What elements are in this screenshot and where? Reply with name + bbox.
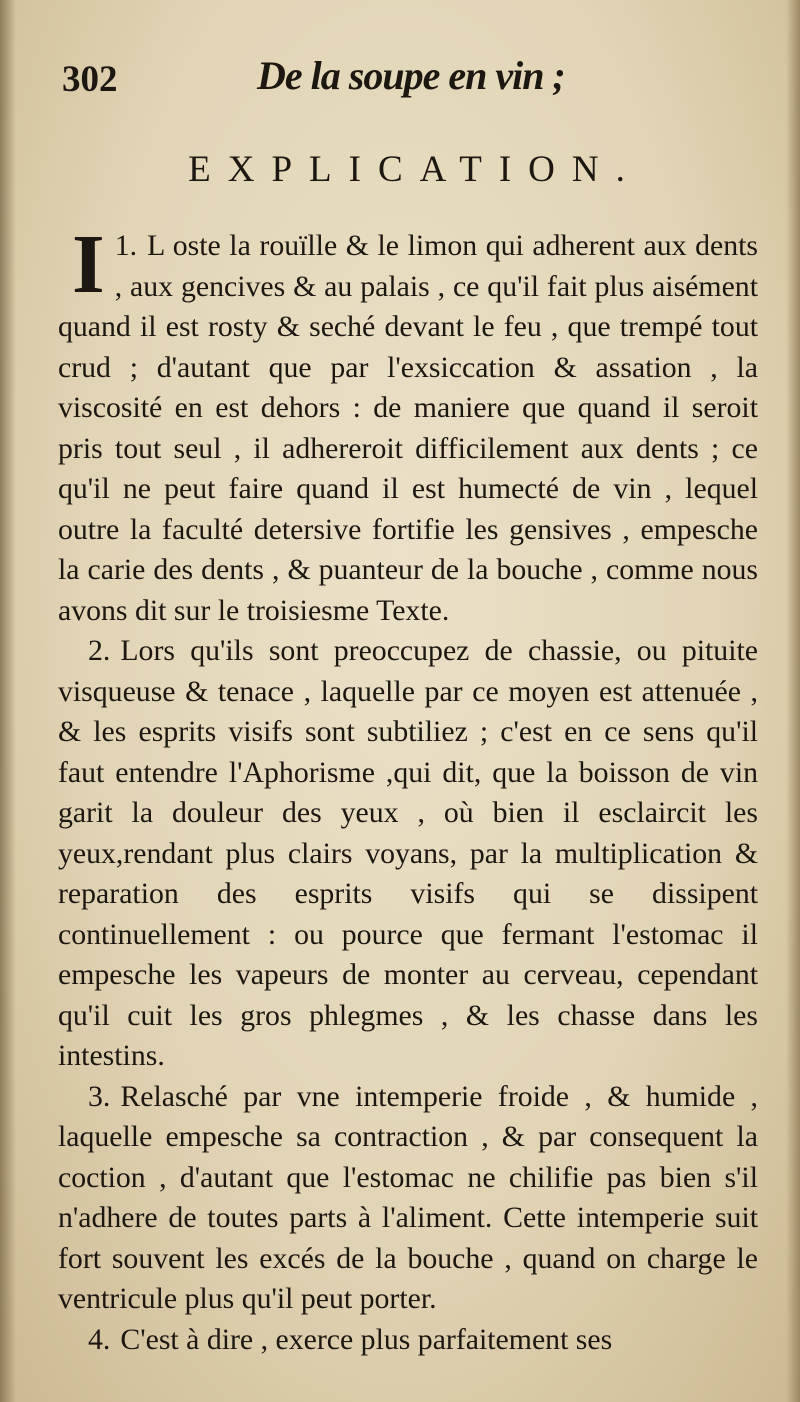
page-edge-left — [0, 0, 16, 1402]
page-edge-right — [786, 0, 800, 1402]
paragraph-text: C'est à dire , exerce plus parfaitement ses — [120, 1322, 613, 1356]
paragraph-1 — [58, 218, 758, 631]
paragraph-number: 2. — [88, 634, 111, 667]
paragraph-2 — [58, 631, 758, 1077]
page-number: 302 — [62, 59, 118, 100]
running-title: De la soupe en vin ; — [257, 53, 565, 98]
paragraph-text: L oste la rouïlle & le limon qui adherent aux dents , aux gencives & au palais , ce qu'il fait plus aisément quand il est rosty & seché devant le feu , que trempé tout crud ; d'autant que par l'exsiccation & assation , la viscosité en est dehors : de maniere que quand il seroit pris tout seul , il adhereroit difficilement aux dents ; ce qu'il ne peut faire quand il est humecté de vin , lequel outre la faculté detersive fortifie les gensives , empesche la carie des dents , & puanteur de la bouche , comme nous avons dit sur le troisiesme Texte. — [58, 229, 758, 627]
section-heading: EXPLICATION. — [188, 149, 642, 190]
drop-cap: I — [72, 218, 105, 311]
paragraph-text: Lors qu'ils sont preoccupez de chassie, ou pituite visqueuse & tenace , laquelle par ce moyen est attenuée , & les esprits visifs sont subtiliez ; c'est en ce sens qu'il faut entendre l'Aphorisme ,qui dit, que la boisson de vin garit la douleur des yeux , où bien il esclaircit les yeux,rendant plus clairs voyans, par la multiplication & reparation des esprits visifs qui se dissipent continuellement : ou pource que fermant l'estomac il empesche les vapeurs de monter au cerveau, cependant qu'il cuit les gros phlegmes , & les chasse dans les intestins. — [58, 634, 758, 1072]
paragraph-number: 3. — [88, 1079, 111, 1113]
body-text — [58, 218, 758, 1360]
paragraph-4 — [58, 1320, 758, 1361]
paragraph-text: Relasché par vne intemperie froide , & humide , laquelle empesche sa contraction , & par consequent la coction , d'autant que l'estomac ne chilifie pas bien s'il n'adhere de toutes parts à l'aliment. Cette intemperie suit fort souvent les excés de la bouche , quand on charge le ventricule plus qu'il peut porter. — [58, 1079, 758, 1315]
paragraph-3 — [58, 1077, 758, 1320]
paragraph-number: 4. — [88, 1322, 111, 1356]
running-header — [62, 52, 762, 112]
paragraph-number: 1. — [114, 229, 138, 262]
